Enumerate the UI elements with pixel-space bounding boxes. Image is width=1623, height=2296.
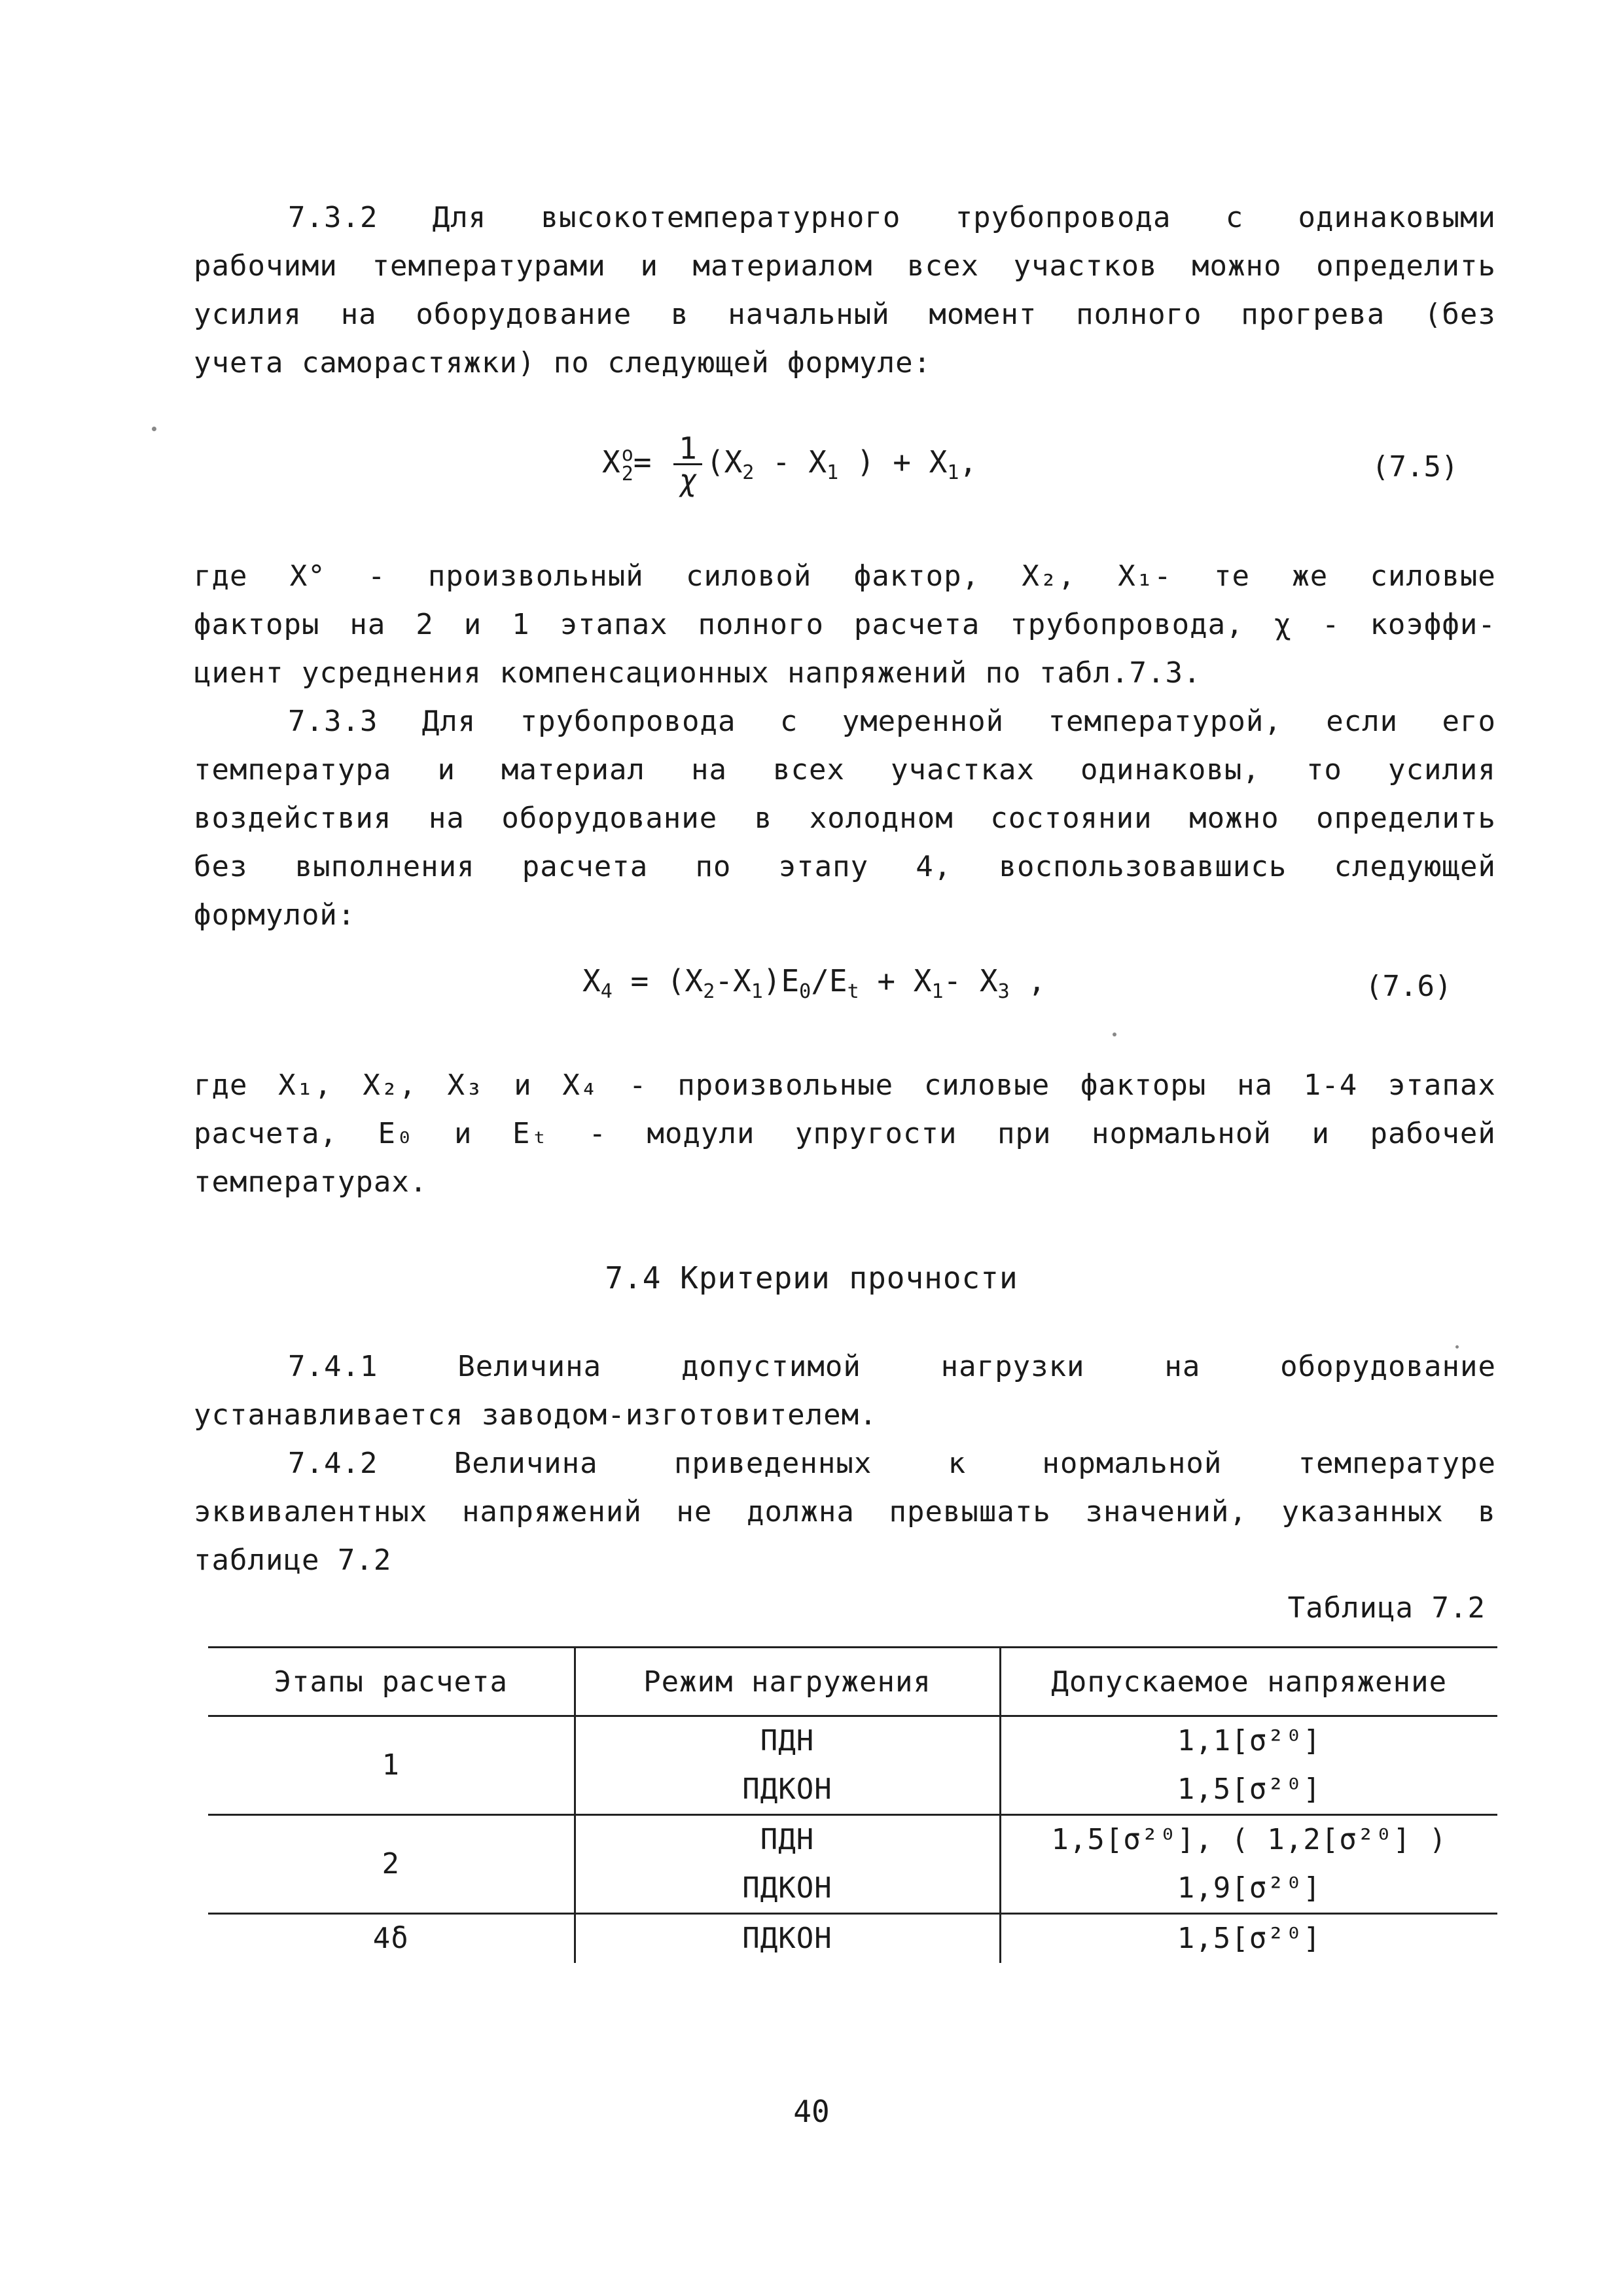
- table-cell-stage: 1: [208, 1716, 575, 1815]
- table-cell-mode: ПДН: [575, 1815, 1000, 1865]
- formula-7-6-sub: 3: [997, 980, 1010, 1004]
- where-75-line-1: где X° - произвольный силовой фактор, X₂, X₁- те же силовые: [194, 559, 1496, 593]
- paragraph-733-line-3: воздействия на оборудование в холодном состоянии можно определить: [194, 802, 1496, 835]
- table-cell-stress: 1,9[σ²⁰]: [1000, 1864, 1497, 1914]
- formula-7-5-term: - X: [772, 444, 827, 480]
- table-header-row: [208, 1648, 1497, 1716]
- paragraph-742-line-2: эквивалентных напряжений не должна превышать значений, указанных в: [194, 1495, 1496, 1528]
- formula-7-5-term: (X: [705, 444, 743, 480]
- paragraph-733-line-1: 7.3.3 Для трубопровода с умеренной температурой, если его: [288, 705, 1496, 738]
- formula-7-5-term: ,: [959, 444, 978, 480]
- paragraph-732-line-4: учета саморастяжки) по следующей формуле:: [194, 346, 932, 380]
- formula-7-5: [602, 431, 978, 498]
- formula-7-6-term: - X: [943, 963, 998, 998]
- table-cell-stress: 1,5[σ²⁰]: [1000, 1765, 1497, 1815]
- formula-7-6-term: )E: [762, 963, 800, 998]
- table-header-stages: Этапы расчета: [208, 1648, 575, 1716]
- table-row: [208, 1914, 1497, 1964]
- formula-7-5-fraction-numerator: 1: [673, 433, 702, 465]
- table-caption: Таблица 7.2: [1287, 1591, 1486, 1625]
- paragraph-732-line-3: усилия на оборудование в начальный момент полного прогрева (без: [194, 298, 1496, 331]
- formula-7-6-term: X: [582, 963, 601, 998]
- table-cell-stress: 1,5[σ²⁰]: [1000, 1914, 1497, 1964]
- table-cell-mode: ПДКОН: [575, 1765, 1000, 1815]
- table-row: [208, 1815, 1497, 1865]
- table-cell-mode: ПДКОН: [575, 1914, 1000, 1964]
- paragraph-732-line-1: 7.3.2 Для высокотемпературного трубопровода с одинаковыми: [288, 201, 1496, 234]
- paragraph-742-line-1: 7.4.2 Величина приведенных к нормальной температуре: [288, 1447, 1496, 1480]
- section-title-74: 7.4 Критерии прочности: [605, 1260, 1018, 1296]
- formula-7-5-sub: 2: [742, 461, 755, 485]
- table-cell-stage: 4δ: [372, 1922, 409, 1955]
- table-7-2: [208, 1646, 1497, 1963]
- formula-7-6-term: -X: [715, 963, 751, 998]
- equation-number-7-5: (7.5): [1372, 450, 1459, 484]
- paragraph-733-line-4: без выполнения расчета по этапу 4, воспользовавшись следующей: [194, 850, 1496, 883]
- scan-speck: [1113, 1033, 1116, 1036]
- formula-7-6-sub: 0: [799, 980, 812, 1004]
- formula-7-5-sub: 1: [947, 461, 959, 485]
- where-75-line-3: циент усреднения компенсационных напряжений по табл.7.3.: [194, 656, 1202, 690]
- formula-7-5-fraction-denominator: χ: [679, 463, 697, 498]
- paragraph-742-line-3: таблице 7.2: [194, 1544, 392, 1577]
- where-75-line-2: факторы на 2 и 1 этапах полного расчета трубопровода, χ - коэффи-: [194, 608, 1496, 641]
- formula-7-6-term: ,: [1027, 963, 1046, 998]
- formula-7-6-sub: 1: [931, 980, 944, 1004]
- where-76-line-3: температурах.: [194, 1165, 428, 1199]
- formula-7-5-lhs-sup: o: [621, 442, 633, 466]
- paragraph-741-line-2: устанавливается заводом-изготовителем.: [194, 1398, 878, 1432]
- table-header-mode: Режим нагружения: [575, 1648, 1000, 1716]
- formula-7-5-sub: 1: [827, 461, 839, 485]
- formula-7-5-eq: =: [633, 444, 652, 480]
- table-cell-stress: 1,5[σ²⁰], ( 1,2[σ²⁰] ): [1000, 1815, 1497, 1865]
- equation-number-7-6: (7.6): [1365, 970, 1452, 1003]
- formula-7-5-term: ) + X: [856, 444, 948, 480]
- table-header-stress: Допускаемое напряжение: [1000, 1648, 1497, 1716]
- table-row: [208, 1716, 1497, 1766]
- scan-speck: [1455, 1345, 1459, 1349]
- formula-7-6-sub: 2: [703, 980, 715, 1004]
- formula-7-6: [582, 963, 1046, 1003]
- paragraph-732-line-2: рабочими температурами и материалом всех участков можно определить: [194, 249, 1496, 283]
- where-76-line-1: где X₁, X₂, X₃ и X₄ - произвольные силовые факторы на 1-4 этапах: [194, 1069, 1496, 1102]
- table-cell-stress: 1,1[σ²⁰]: [1000, 1716, 1497, 1766]
- table-cell-mode: ПДКОН: [575, 1864, 1000, 1914]
- table-cell-stage: 2: [208, 1815, 575, 1914]
- paragraph-741-line-1: 7.4.1 Величина допустимой нагрузки на оборудование: [288, 1350, 1496, 1383]
- paragraph-733-line-2: температура и материал на всех участках одинаковы, то усилия: [194, 753, 1496, 786]
- page-number: 40: [793, 2094, 830, 2129]
- formula-7-6-term: + X: [877, 963, 932, 998]
- scan-speck: [152, 427, 156, 431]
- table-cell-mode: ПДН: [575, 1716, 1000, 1766]
- paragraph-733-line-5: формулой:: [194, 898, 356, 932]
- formula-7-5-lhs-sub: 2: [621, 462, 633, 486]
- where-76-line-2: расчета, E₀ и Eₜ - модули упругости при нормальной и рабочей: [194, 1117, 1496, 1150]
- formula-7-6-sub: 1: [751, 980, 763, 1004]
- formula-7-6-term: /E: [811, 963, 847, 998]
- formula-7-6-sub: 4: [600, 980, 613, 1004]
- formula-7-6-sub: t: [847, 980, 859, 1004]
- formula-7-6-term: = (X: [630, 963, 704, 998]
- formula-7-5-lhs: X: [602, 444, 620, 480]
